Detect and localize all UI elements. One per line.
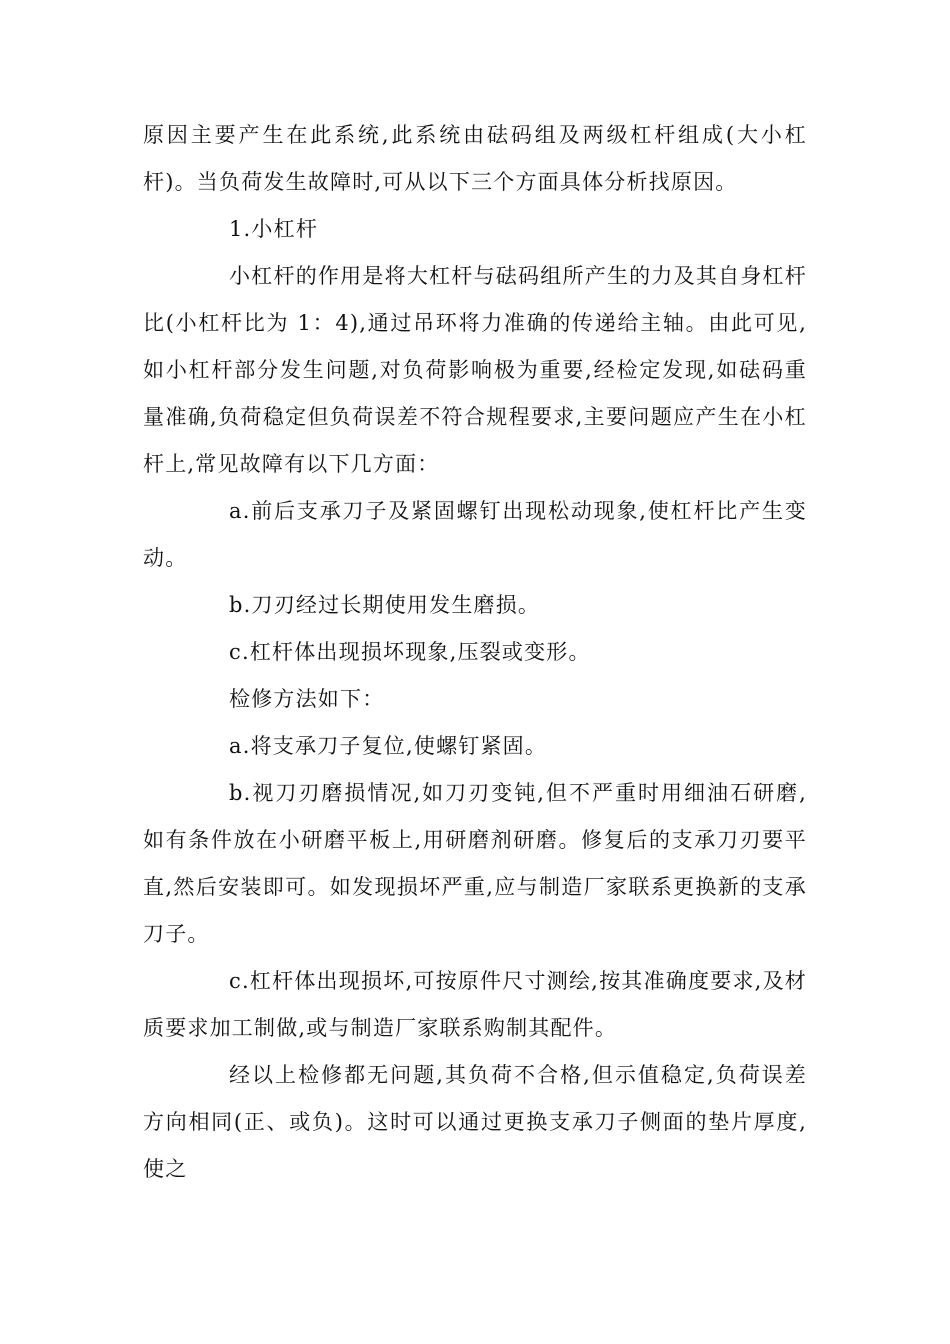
- paragraph-intro: 原因主要产生在此系统,此系统由砝码组及两级杠杆组成(大小杠杆)。当负荷发生故障时,可从以下三个方面具体分析找原因。: [143, 123, 807, 194]
- fault-item-a: a.前后支承刀子及紧固螺钉出现松动现象,使杠杆比产生变动。: [143, 499, 807, 570]
- section-heading-small-lever: 1.小杠杆: [229, 217, 319, 241]
- repair-methods-heading: 检修方法如下：: [229, 687, 385, 711]
- document-body: [143, 112, 807, 1193]
- fault-item-c: c.杠杆体出现损坏现象,压裂或变形。: [229, 640, 591, 664]
- fault-item-b: b.刀刃经过长期使用发生磨损。: [229, 593, 541, 617]
- repair-item-b: b.视刀刃磨损情况,如刀刃变钝,但不严重时用细油石研磨,如有条件放在小研磨平板上,用研磨剂研磨。修复后的支承刀刃要平直,然后安装即可。如发现损坏严重,应与制造厂家联系更换新的支承刀子。: [143, 781, 807, 946]
- repair-item-c: c.杠杆体出现损坏,可按原件尺寸测绘,按其准确度要求,及材质要求加工制做,或与制造厂家联系购制其配件。: [143, 969, 807, 1040]
- repair-item-a: a.将支承刀子复位,使螺钉紧固。: [229, 734, 548, 758]
- paragraph-small-lever-function: 小杠杆的作用是将大杠杆与砝码组所产生的力及其自身杠杆比(小杠杆比为 1：4),通过吊环将力准确的传递给主轴。由此可见,如小杠杆部分发生问题,对负荷影响极为重要,经检定发现,如砝码重量准确,负荷稳定但负荷误差不符合规程要求,主要问题应产生在小杠杆上,常见故障有以下几方面：: [143, 264, 807, 476]
- paragraph-further-check: 经以上检修都无问题,其负荷不合格,但示值稳定,负荷误差方向相同(正、或负)。这时可以通过更换支承刀子侧面的垫片厚度,使之: [143, 1063, 807, 1181]
